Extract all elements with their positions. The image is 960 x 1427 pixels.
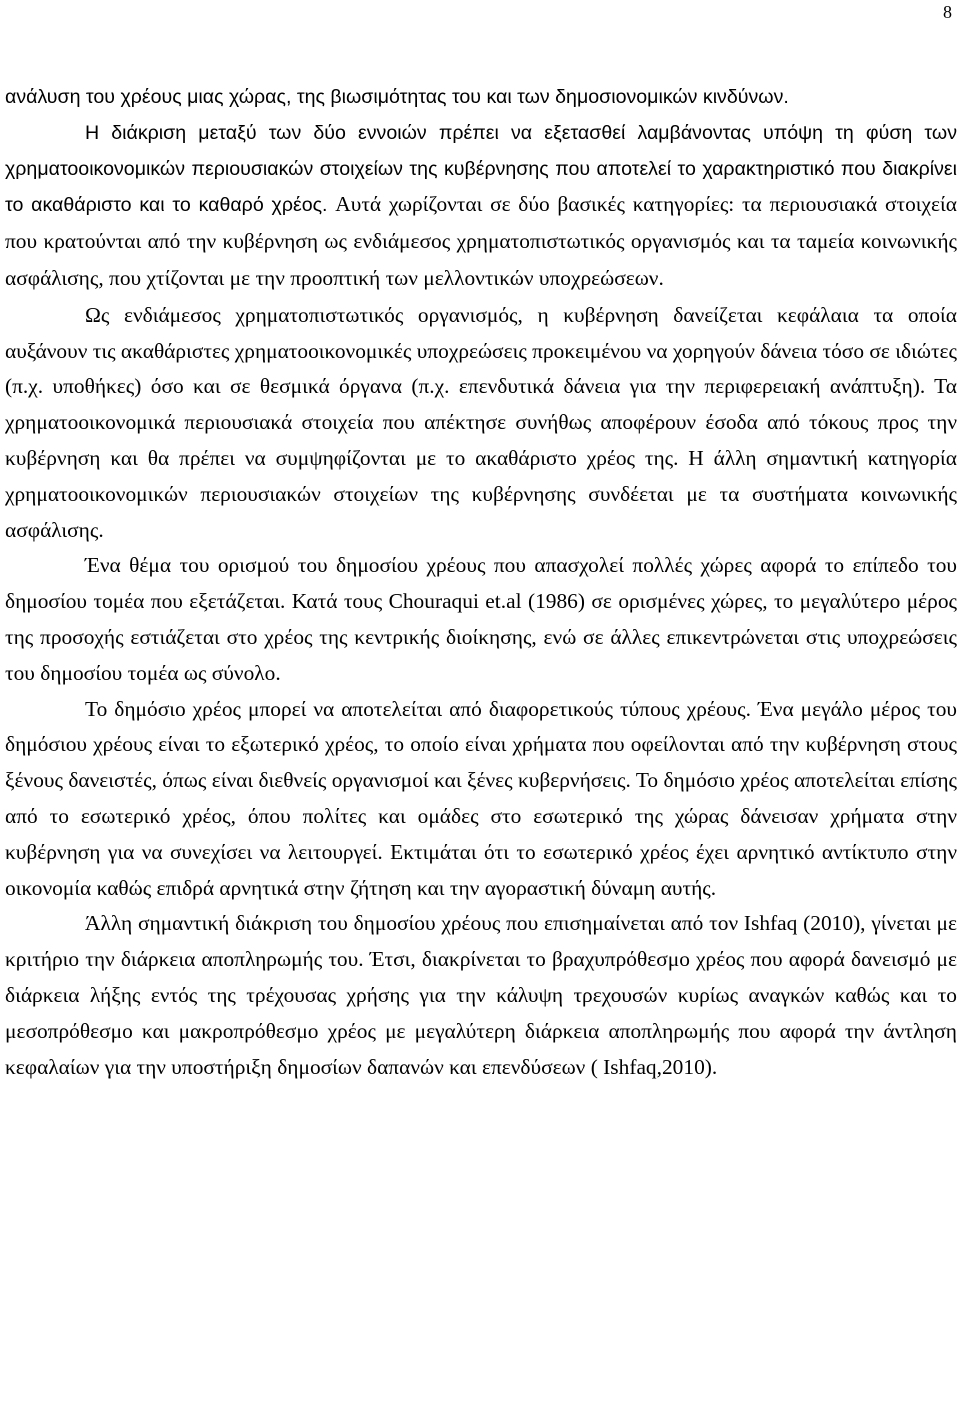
paragraph-debt-distinction-part2: Αυτά χωρίζονται σε δύο βασικές κατηγορίες: τα περιουσιακά στοιχεία που κρατούνται από την κυβέρνηση ως ενδιάμεσος χρηματοπιστωτικός οργανισμός και τα ταμεία κοινωνικής ασφάλισης, που χτίζονται με την προοπτική των μελλοντικών υποχρεώσεων.: [5, 192, 957, 290]
paragraph-debt-distinction-part1: Η διάκριση μεταξύ των δύο εννοιών πρέπει να εξετασθεί λαμβάνοντας υπόψη τη φύση των χρηματοοικονομικών περιουσιακών στοιχείων της κυβέρνησης που αποτελεί το χαρακτηριστικό που διακρίνει το ακαθάριστο και το καθαρό χρέος.: [5, 121, 957, 217]
paragraph-maturity: Άλλη σημαντική διάκριση του δημοσίου χρέους που επισημαίνεται από τον Ishfaq (2010), γίνεται με κριτήριο την διάρκεια αποπληρωμής του. Έτσι, διακρίνεται το βραχυπρόθεσμο χρέος που αφορά δανεισμό με διάρκεια λήξης εντός της τρέχουσας χρήσης για την κάλυψη τρεχουσών κυρίως αναγκών καθώς και το μεσοπρόθεσμο και μακροπρόθεσμο χρέος με μεγαλύτερη διάρκεια αποπληρωμής που αφορά την άντληση κεφαλαίων για την υποστήριξη δημοσίων δαπανών και επενδύσεων ( Ishfaq,2010).: [5, 911, 957, 1079]
paragraph-intermediary: Ως ενδιάμεσος χρηματοπιστωτικός οργανισμός, η κυβέρνηση δανείζεται κεφάλαια τα οποία αυξάνουν τις ακαθάριστες χρηματοοικονομικές υποχρεώσεις προκειμένου να χορηγούν δάνεια τόσο σε ιδιώτες (π.χ. υποθήκες) όσο και σε θεσμικά όργανα (π.χ. επενδυτικά δάνεια για την περιφερειακή ανάπτυξη). Τα χρηματοοικονομικά περιουσιακά στοιχεία που απέκτησε συνήθως αποφέρουν έσοδα από τόκους προς την κυβέρνηση και θα πρέπει να συμψηφίζονται με το ακαθάριστο χρέος της. Η άλλη σημαντική κατηγορία χρηματοοικονομικών περιουσιακών στοιχείων της κυβέρνησης συνδέεται με τα συστήματα κοινωνικής ασφάλισης.: [5, 302, 957, 542]
paragraph-definition: Ένα θέμα του ορισμού του δημοσίου χρέους που απασχολεί πολλές χώρες αφορά το επίπεδο του δημοσίου τομέα που εξετάζεται. Κατά τους Chouraqui et.al (1986) σε ορισμένες χώρες, το μεγαλύτερο μέρος της προσοχής εστιάζεται στο χρέος της κεντρικής διοίκησης, ενώ σε άλλες επικεντρώνεται στις υποχρεώσεις του δημοσίου τομέα ως σύνολο.: [5, 553, 957, 685]
paragraph-continuation: ανάλυση του χρέους μιας χώρας, της βιωσιμότητας του και των δημοσιονομικών κινδύνων.: [5, 86, 789, 108]
document-body: [5, 80, 957, 1085]
paragraph-debt-distinction: [5, 116, 957, 298]
paragraph-debt-types: Το δημόσιο χρέος μπορεί να αποτελείται από διαφορετικούς τύπους χρέους. Ένα μεγάλο μέρος του δημόσιου χρέους είναι το εξωτερικό χρέος, το οποίο είναι χρήματα που οφείλονται από την κυβέρνηση στους ξένους δανειστές, όπως είναι διεθνείς οργανισμοί και ξένες κυβερνήσεις. Το δημόσιο χρέος αποτελείται επίσης από το εσωτερικό χρέος, όπου πολίτες και ομάδες στο εσωτερικό της χώρας δάνεισαν χρήματα στην κυβέρνηση για να συνεχίσει να λειτουργεί. Εκτιμάται ότι το εσωτερικό χρέος έχει αρνητικό αντίκτυπο στην οικονομία καθώς επιδρά αρνητικά στην ζήτηση και την αγοραστική δύναμη αυτής.: [5, 696, 957, 900]
page-number: 8: [943, 2, 952, 22]
